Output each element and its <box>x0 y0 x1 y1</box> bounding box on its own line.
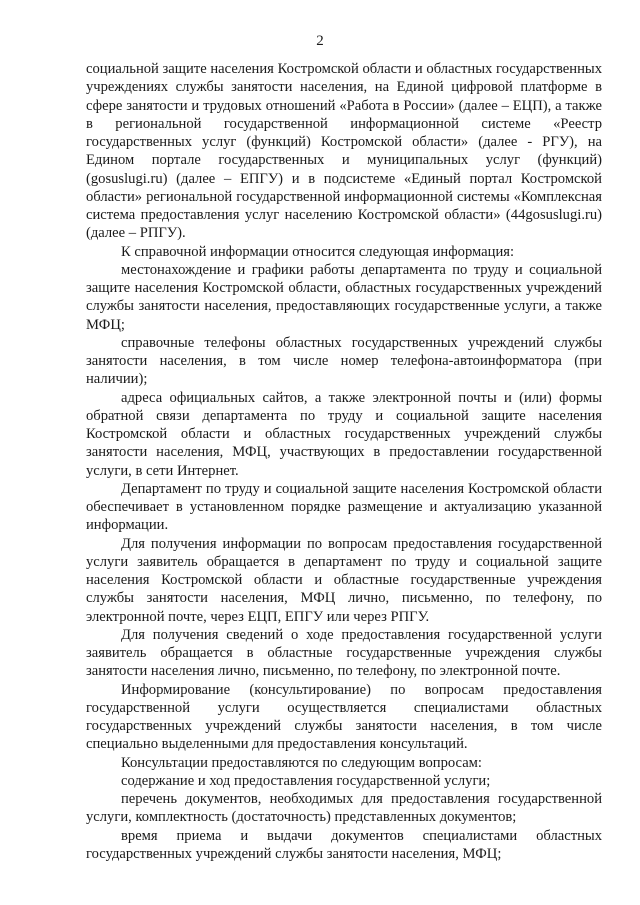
paragraph: содержание и ход предоставления государственной услуги; <box>121 772 491 789</box>
paragraph: перечень документов, необходимых для предоставления государственной услуги, комплектность (достаточность) представленных документов; <box>86 791 602 826</box>
paragraph: К справочной информации относится следующая информация: <box>121 243 515 260</box>
paragraph: Консультации предоставляются по следующим вопросам: <box>121 754 482 771</box>
paragraph: Информирование (консультирование) по вопросам предоставления государственной услуги осуществляется специалистами областных государственных учреждений службы занятости населения, в том числе специально выделенными для предоставления консультаций. <box>86 681 602 753</box>
paragraph: Для получения информации по вопросам предоставления государственной услуги заявитель обращается в департамент по труду и социальной защите населения Костромской области и областные государственные учреждения службы занятости населения, МФЦ лично, письменно, по телефону, по электронной почте, через ЕЦП, ЕПГУ или через РПГУ. <box>86 535 602 625</box>
paragraph: время приема и выдачи документов специалистами областных государственных учреждений службы занятости населения, МФЦ; <box>86 827 602 862</box>
paragraph: адреса официальных сайтов, а также электронной почты и (или) формы обратной связи департамента по труду и социальной защите населения Костромской области и областных государственных учреждений службы занятости населения, МФЦ, участвующих в предоставлении государственной услуги, в сети Интернет. <box>86 389 602 479</box>
paragraph: Департамент по труду и социальной защите населения Костромской области обеспечивает в установленном порядке размещение и актуализацию указанной информации. <box>86 480 602 534</box>
document-body <box>86 60 602 863</box>
paragraph-continued: социальной защите населения Костромской области и областных государственных учреждениях службы занятости населения, на Единой цифровой платформе в сфере занятости и трудовых отношений «Работа в России» (далее – ЕЦП), а также в региональной государственной информационной системе «Реестр государственных услуг (функций) Костромской области» (далее - РГУ), на Едином портале государственных и муниципальных услуг (функций) (gosuslugi.ru) (далее – ЕПГУ) и в подсистеме «Единый портал Костромской области» региональной государственной информационной системы «Комплексная система предоставления услуг населению Костромской области» (44gosuslugi.ru) (далее – РПГУ). <box>86 61 602 242</box>
page-number: 2 <box>316 33 324 49</box>
paragraph: местонахождение и графики работы департамента по труду и социальной защите населения Костромской области, областных государственных учреждений службы занятости населения, предоставляющих государственные услуги, а также МФЦ; <box>86 261 602 333</box>
paragraph: справочные телефоны областных государственных учреждений службы занятости населения, в том числе номер телефона-автоинформатора (при наличии); <box>86 334 602 388</box>
paragraph: Для получения сведений о ходе предоставления государственной услуги заявитель обращается в областные государственные учреждения службы занятости населения лично, письменно, по телефону, по электронной почте. <box>86 626 602 680</box>
